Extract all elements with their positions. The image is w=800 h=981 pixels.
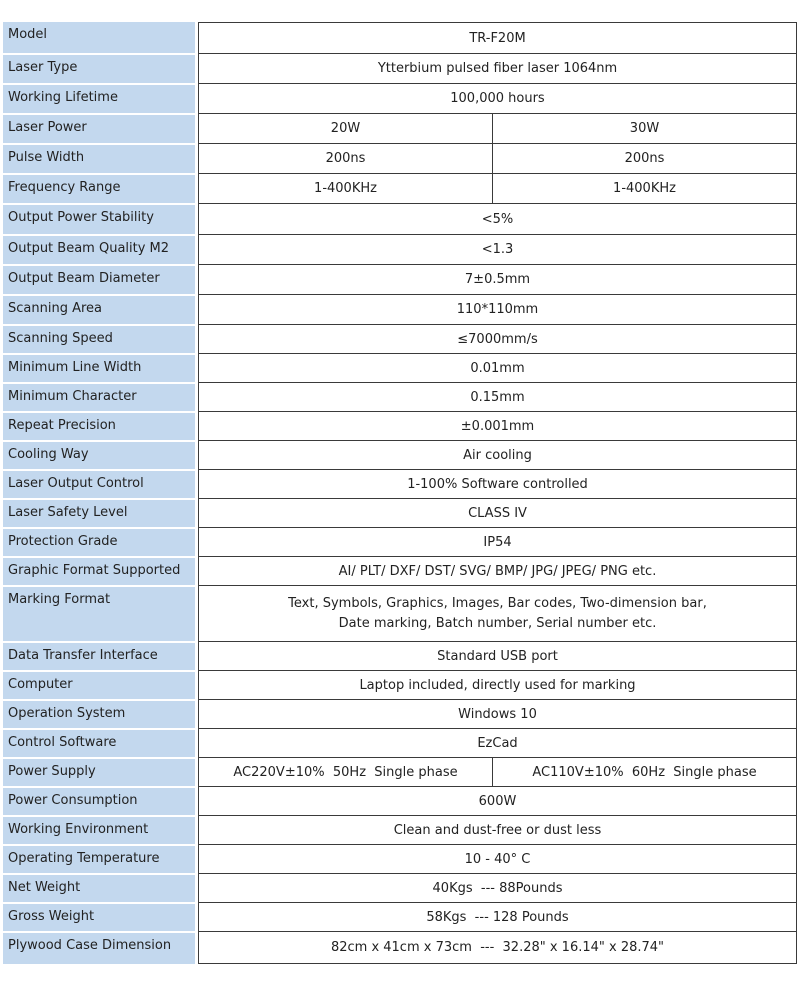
row-label: Net Weight	[3, 873, 195, 902]
row-value: 0.15mm	[198, 382, 797, 411]
row-beam-diameter	[3, 264, 797, 294]
row-value-2: 200ns	[493, 143, 797, 173]
row-operation-system	[3, 699, 797, 728]
row-cooling-way	[3, 440, 797, 469]
row-label: Minimum Character	[3, 382, 195, 411]
row-protection-grade	[3, 527, 797, 556]
row-label: Power Supply	[3, 757, 195, 786]
row-value: AI/ PLT/ DXF/ DST/ SVG/ BMP/ JPG/ JPEG/ PNG etc.	[198, 556, 797, 585]
row-value: ±0.001mm	[198, 411, 797, 440]
row-label: Gross Weight	[3, 902, 195, 931]
marking-format-line-2: Date marking, Batch number, Serial number etc.	[338, 615, 657, 631]
row-value: Windows 10	[198, 699, 797, 728]
row-label: Pulse Width	[3, 143, 195, 173]
row-value-2: AC110V±10% 60Hz Single phase	[493, 757, 797, 786]
row-min-character	[3, 382, 797, 411]
row-value-2: 30W	[493, 113, 797, 143]
row-label: Working Environment	[3, 815, 195, 844]
row-working-environment	[3, 815, 797, 844]
row-value: 58Kgs --- 128 Pounds	[198, 902, 797, 931]
row-label: Operation System	[3, 699, 195, 728]
row-label: Power Consumption	[3, 786, 195, 815]
row-value: 82cm x 41cm x 73cm --- 32.28" x 16.14" x 28.74"	[198, 931, 797, 964]
row-net-weight	[3, 873, 797, 902]
row-label: Output Beam Quality M2	[3, 234, 195, 264]
row-label: Scanning Area	[3, 294, 195, 324]
row-value: ≤7000mm/s	[198, 324, 797, 353]
row-label: Protection Grade	[3, 527, 195, 556]
row-marking-format	[3, 585, 797, 641]
spec-table	[3, 22, 797, 964]
row-label: Model	[3, 22, 195, 53]
row-gross-weight	[3, 902, 797, 931]
row-power-supply	[3, 757, 797, 786]
row-label: Minimum Line Width	[3, 353, 195, 382]
row-beam-quality	[3, 234, 797, 264]
row-label: Laser Output Control	[3, 469, 195, 498]
row-label: Scanning Speed	[3, 324, 195, 353]
row-label: Operating Temperature	[3, 844, 195, 873]
row-laser-output-control	[3, 469, 797, 498]
row-value: CLASS IV	[198, 498, 797, 527]
row-value: 7±0.5mm	[198, 264, 797, 294]
row-label: Marking Format	[3, 585, 195, 641]
row-value: EzCad	[198, 728, 797, 757]
row-label: Repeat Precision	[3, 411, 195, 440]
row-scanning-speed	[3, 324, 797, 353]
row-frequency-range	[3, 173, 797, 203]
row-label: Laser Safety Level	[3, 498, 195, 527]
row-laser-type	[3, 53, 797, 83]
row-label: Data Transfer Interface	[3, 641, 195, 670]
row-value: Laptop included, directly used for marking	[198, 670, 797, 699]
row-graphic-format	[3, 556, 797, 585]
row-value: 40Kgs --- 88Pounds	[198, 873, 797, 902]
row-label: Output Power Stability	[3, 203, 195, 234]
row-laser-power	[3, 113, 797, 143]
row-scanning-area	[3, 294, 797, 324]
row-value: 10 - 40° C	[198, 844, 797, 873]
row-laser-safety-level	[3, 498, 797, 527]
row-label: Laser Power	[3, 113, 195, 143]
row-value: 600W	[198, 786, 797, 815]
row-value: Air cooling	[198, 440, 797, 469]
row-value: 110*110mm	[198, 294, 797, 324]
row-label: Computer	[3, 670, 195, 699]
row-value: <1.3	[198, 234, 797, 264]
row-pulse-width	[3, 143, 797, 173]
row-value: 100,000 hours	[198, 83, 797, 113]
row-value: 1-100% Software controlled	[198, 469, 797, 498]
row-output-power-stability	[3, 203, 797, 234]
row-value: IP54	[198, 527, 797, 556]
row-label: Laser Type	[3, 53, 195, 83]
row-operating-temperature	[3, 844, 797, 873]
row-value: Standard USB port	[198, 641, 797, 670]
row-data-transfer	[3, 641, 797, 670]
row-value: Clean and dust-free or dust less	[198, 815, 797, 844]
row-value	[198, 585, 797, 641]
row-value: <5%	[198, 203, 797, 234]
row-working-lifetime	[3, 83, 797, 113]
row-control-software	[3, 728, 797, 757]
row-label: Cooling Way	[3, 440, 195, 469]
row-value-1: 200ns	[198, 143, 493, 173]
row-label: Frequency Range	[3, 173, 195, 203]
row-label: Graphic Format Supported	[3, 556, 195, 585]
row-value-1: 20W	[198, 113, 493, 143]
row-model	[3, 22, 797, 53]
row-value-2: 1-400KHz	[493, 173, 797, 203]
row-value: Ytterbium pulsed fiber laser 1064nm	[198, 53, 797, 83]
row-label: Control Software	[3, 728, 195, 757]
row-value-1: 1-400KHz	[198, 173, 493, 203]
row-plywood-case	[3, 931, 797, 964]
row-label: Output Beam Diameter	[3, 264, 195, 294]
marking-format-line-1: Text, Symbols, Graphics, Images, Bar codes, Two-dimension bar,	[288, 595, 707, 611]
row-power-consumption	[3, 786, 797, 815]
row-min-line-width	[3, 353, 797, 382]
row-repeat-precision	[3, 411, 797, 440]
row-label: Plywood Case Dimension	[3, 931, 195, 964]
row-value: TR-F20M	[198, 22, 797, 53]
row-label: Working Lifetime	[3, 83, 195, 113]
row-computer	[3, 670, 797, 699]
row-value-1: AC220V±10% 50Hz Single phase	[198, 757, 493, 786]
row-value: 0.01mm	[198, 353, 797, 382]
